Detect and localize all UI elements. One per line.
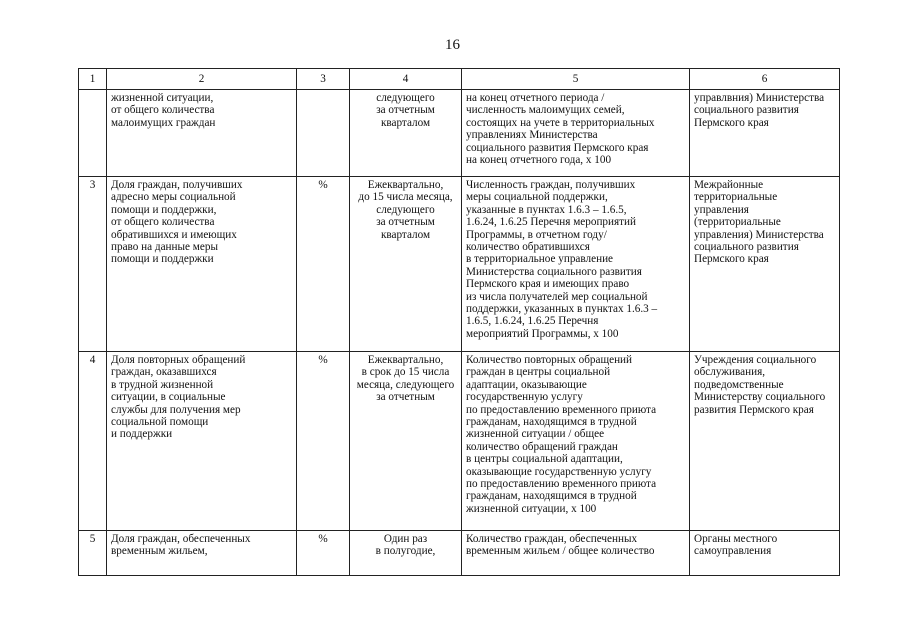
row-number: 4 [79,352,107,531]
indicator-name: Доля граждан, обеспеченных временным жильем, [107,531,297,576]
indicator-name: Доля граждан, получивших адресно меры социальной помощи и поддержки, от общего количества обратившихся и имеющих право на данные меры помощи и поддержки [107,177,297,352]
column-header: 5 [462,69,690,90]
row-number: 5 [79,531,107,576]
indicator-name: жизненной ситуации, от общего количества малоимущих граждан [107,90,297,177]
table-row [79,352,840,531]
table-row [79,177,840,352]
indicator-name: Доля повторных обращений граждан, оказавшихся в трудной жизненной ситуации, в социальные службы для получения мер социальной помощи и поддержки [107,352,297,531]
column-header: 3 [297,69,350,90]
column-header: 1 [79,69,107,90]
row-number: 3 [79,177,107,352]
formula-cell: Количество повторных обращений граждан в центры социальной адаптации, оказывающие государственную услугу по предоставлению временного приюта гражданам, находящимся в трудной жизненной ситуации / общее количество обращений граждан в центры социальной адаптации, оказывающие государственную услугу по предоставлению временного приюта гражданам, находящимся в трудной жизненной ситуации, х 100 [462,352,690,531]
formula-cell: на конец отчетного периода / численность малоимущих семей, состоящих на учете в территориальных управлениях Министерства социального развития Пермского края на конец отчетного года, х 100 [462,90,690,177]
period-cell: Ежеквартально, в срок до 15 числа месяца, следующего за отчетным [350,352,462,531]
row-number [79,90,107,177]
column-header: 2 [107,69,297,90]
column-header: 6 [690,69,840,90]
formula-cell: Численность граждан, получивших меры социальной поддержки, указанные в пунктах 1.6.3 – 1.6.5, 1.6.24, 1.6.25 Перечня мероприятий Программы, в отчетном году/ количество обратившихся в территориальное управление Министерства социального развития Пермского края и имеющих право из числа получателей мер социальной поддержки, указанных в пунктах 1.6.3 – 1.6.5, 1.6.24, 1.6.25 Перечня мероприятий Программы, х 100 [462,177,690,352]
unit-cell: % [297,177,350,352]
period-cell: следующего за отчетным кварталом [350,90,462,177]
table-row [79,90,840,177]
unit-cell: % [297,531,350,576]
unit-cell [297,90,350,177]
unit-cell: % [297,352,350,531]
period-cell: Один раз в полугодие, [350,531,462,576]
period-cell: Ежеквартально, до 15 числа месяца, следующего за отчетным кварталом [350,177,462,352]
responsible-cell: Межрайонные территориальные управления (территориальные управления) Министерства социального развития Пермского края [690,177,840,352]
formula-cell: Количество граждан, обеспеченных временным жильем / общее количество [462,531,690,576]
indicators-table [78,68,840,576]
table-row [79,531,840,576]
responsible-cell: управлвния) Министерства социального развития Пермского края [690,90,840,177]
responsible-cell: Органы местного самоуправления [690,531,840,576]
column-header: 4 [350,69,462,90]
responsible-cell: Учреждения социального обслуживания, подведомственные Министерству социального развития Пермского края [690,352,840,531]
table-header-row [79,69,840,90]
page-number: 16 [445,37,460,53]
